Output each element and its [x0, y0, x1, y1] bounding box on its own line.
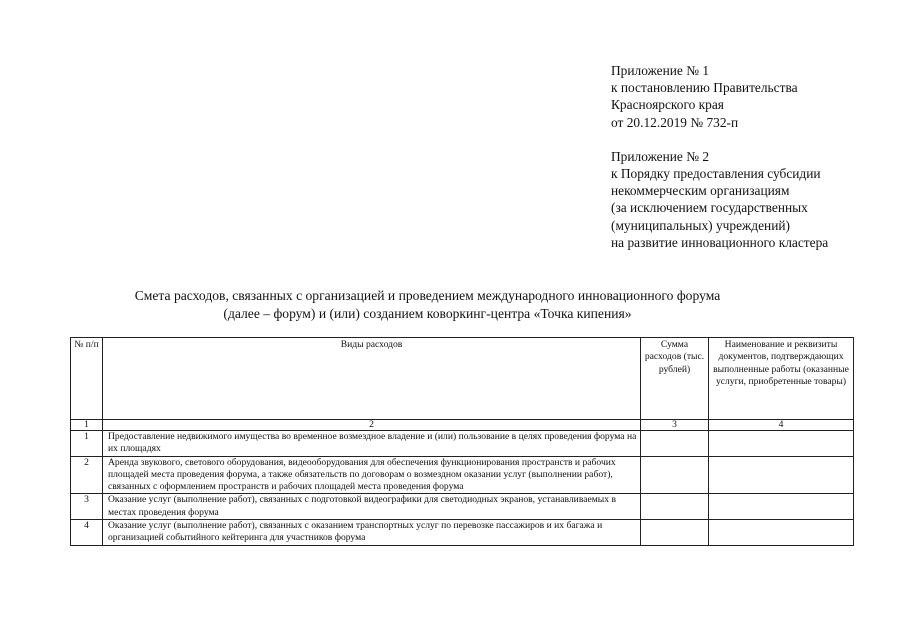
table-row — [71, 431, 854, 457]
header-sum: Сумма расходов (тыс. рублей) — [641, 338, 709, 420]
appendix1-line: Красноярского края — [611, 97, 724, 113]
document-title — [60, 287, 795, 322]
row-num: 4 — [71, 520, 103, 546]
appendix1-line: от 20.12.2019 № 732-п — [611, 114, 739, 130]
column-index: 3 — [641, 420, 709, 431]
estimate-table — [70, 337, 854, 546]
row-sum — [641, 520, 709, 546]
column-index: 1 — [71, 420, 103, 431]
row-sum — [641, 431, 709, 457]
header-num: № п/п — [71, 338, 103, 420]
row-num: 1 — [71, 431, 103, 457]
appendix2-line: некоммерческим организациям — [611, 183, 790, 199]
row-sum — [641, 494, 709, 520]
row-docs — [709, 494, 854, 520]
table-row — [71, 520, 854, 546]
appendix2-line: к Порядку предоставления субсидии — [611, 166, 821, 182]
row-num: 3 — [71, 494, 103, 520]
row-docs — [709, 520, 854, 546]
row-text: Предоставление недвижимого имущества во временное возмездное владение и (или) пользование в целях проведения форума на их площадях — [103, 431, 641, 457]
header-docs: Наименование и реквизиты документов, подтверждающих выполненные работы (оказанные услуги, приобретенные товары) — [709, 338, 854, 420]
appendix1-line: Приложение № 1 — [611, 63, 710, 78]
row-text: Оказание услуг (выполнение работ), связанных с подготовкой видеографики для светодиодных экранов, устанавливаемых в местах проведения форума — [103, 494, 641, 520]
column-index: 4 — [709, 420, 854, 431]
appendix2-line: (муниципальных) учреждений) — [611, 217, 791, 233]
header-type: Виды расходов — [103, 338, 641, 420]
column-index: 2 — [103, 420, 641, 431]
appendix-block — [611, 62, 901, 251]
row-docs — [709, 431, 854, 457]
appendix2-line: Приложение № 2 — [611, 148, 710, 164]
appendix2-line: (за исключением государственных — [611, 200, 808, 216]
row-docs — [709, 456, 854, 494]
table-row — [71, 494, 854, 520]
title-line-1: Смета расходов, связанных с организацией и проведением международного инновационного форума — [134, 288, 721, 303]
row-text: Аренда звукового, светового оборудования, видеооборудования для обеспечения функционирования пространств и рабочих площадей места проведения форума, а также обязательств по договорам о возмездном оказании услуг (выполнении работ), связанных с оформлением пространств и рабочих площадей места проведения форума — [103, 456, 641, 494]
table-header-row — [71, 338, 854, 420]
appendix2-line: на развитие инновационного кластера — [611, 234, 829, 250]
row-num: 2 — [71, 456, 103, 494]
table-row — [71, 456, 854, 494]
title-line-2: (далее – форум) и (или) созданием коворкинг-центра «Точка кипения» — [223, 305, 632, 321]
column-index-row — [71, 420, 854, 431]
appendix1-line: к постановлению Правительства — [611, 80, 798, 96]
spacer — [611, 131, 901, 148]
row-text: Оказание услуг (выполнение работ), связанных с оказанием транспортных услуг по перевозке пассажиров и их багажа и организацией событийного кейтеринга для участников форума — [103, 520, 641, 546]
row-sum — [641, 456, 709, 494]
